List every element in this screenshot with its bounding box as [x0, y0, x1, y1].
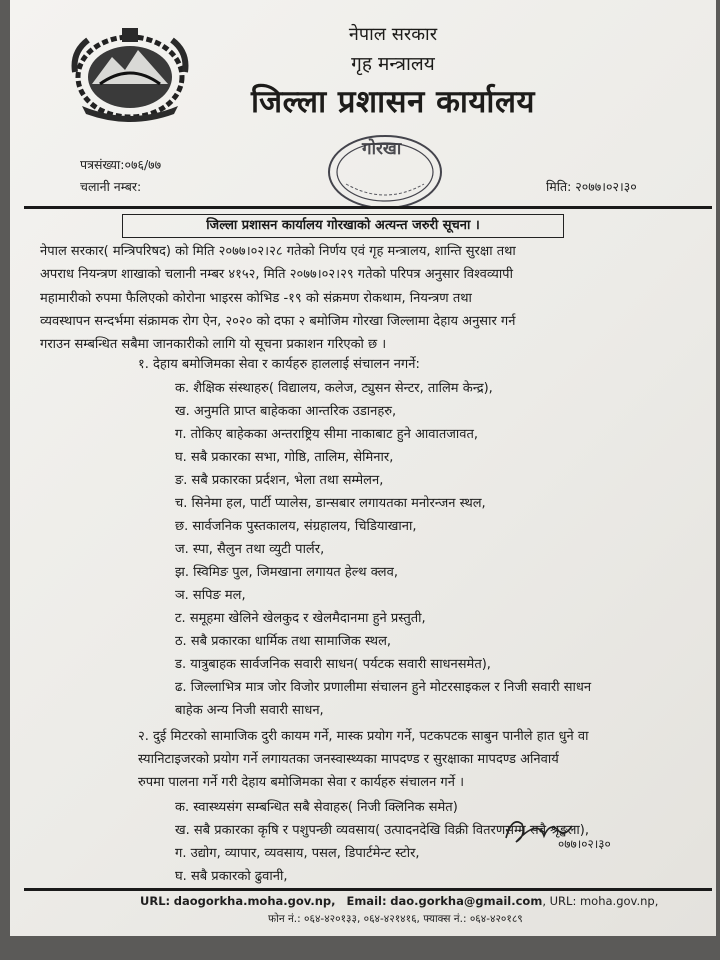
- list-item: ग. उद्योग, व्यापार, व्यवसाय, पसल, डिपार्टमेन्ट स्टोर,: [175, 846, 420, 861]
- list-item: ख. सबै प्रकारका कृषि र पशुपन्छी व्यवसाय( उत्पादनदेखि विक्री वितरणसम्म सबै श्रृङ्खला),: [175, 823, 589, 838]
- footer-divider: [24, 888, 712, 891]
- list-item: बाहेक अन्य निजी सवारी साधन,: [175, 703, 324, 718]
- list-item: ङ. सबै प्रकारका प्रर्दशन, भेला तथा सम्मेलन,: [175, 473, 384, 488]
- header-ministry: गृह मन्त्रालय: [351, 53, 435, 75]
- list-item: ट. समूहमा खेलिने खेलकुद र खेलमैदानमा हुने प्रस्तुती,: [175, 611, 426, 626]
- list-item: ञ. सपिङ मल,: [175, 588, 246, 603]
- document-page: [10, 0, 716, 936]
- document-date: मिति: २०७७।०२।३०: [546, 179, 637, 194]
- list-item: ज. स्पा, सैलुन तथा व्युटी पार्लर,: [175, 542, 325, 557]
- intro-line: गराउन सम्बन्धित सबैमा जानकारीको लागि यो सूचना प्रकाशन गरिएको छ ।: [40, 337, 387, 353]
- list-item: क. शैक्षिक संस्थाहरु( विद्यालय, कलेज, ट्युसन सेन्टर, तालिम केन्द्र),: [175, 381, 493, 396]
- signature-date: ०७७।०२।३०: [558, 837, 611, 851]
- intro-line: महामारीको रुपमा फैलिएको कोरोना भाइरस कोभिड -१९ को संक्रमण रोकथाम, नियन्त्रण तथा: [40, 290, 472, 306]
- header-office: जिल्ला प्रशासन कार्यालय: [251, 84, 535, 120]
- intro-paragraph: [40, 240, 700, 356]
- list-item: घ. सबै प्रकारको ढुवानी,: [175, 869, 288, 884]
- intro-line: नेपाल सरकार( मन्त्रिपरिषद) को मिति २०७७।०२।२८ गतेको निर्णय एवं गृह मन्त्रालय, शान्ति सुरक्षा तथा: [40, 244, 516, 259]
- dispatch-number: चलानी नम्बर:: [80, 179, 142, 194]
- list-item: क. स्वास्थ्यसंग सम्बन्धित सबै सेवाहरु( निजी क्लिनिक समेत): [175, 800, 458, 815]
- footer-url2: URL: moha.gov.np,: [549, 894, 659, 908]
- list-item: ठ. सबै प्रकारका धार्मिक तथा सामाजिक स्थल,: [175, 634, 392, 649]
- list-item: च. सिनेमा हल, पार्टी प्यालेस, डान्सबार लगायतका मनोरन्जन स्थल,: [175, 496, 486, 511]
- reference-number: पत्रसंख्या:०७६/७७: [80, 157, 162, 172]
- list-item: ढ. जिल्लाभित्र मात्र जोर विजोर प्रणालीमा संचालन हुने मोटरसाइकल र निजी सवारी साधन: [175, 680, 592, 695]
- intro-line: व्यवस्थापन सन्दर्भमा संक्रामक रोग ऐन, २०२० को दफा २ बमोजिम गोरखा जिल्लामा देहाय अनुसार गर्न: [40, 313, 516, 329]
- footer-email-label: Email:: [346, 894, 387, 908]
- section-1-heading: १. देहाय बमोजिमका सेवा र कार्यहरु हाललाई संचालन नगर्ने:: [138, 357, 420, 372]
- footer-url-label: URL:: [140, 894, 171, 908]
- header-govt: नेपाल सरकार: [348, 24, 438, 45]
- section-2-line: स्यानिटाइजरको प्रयोग गर्ने लगायतका जनस्वास्थ्यका मापदण्ड र सुरक्षाका मापदण्ड अनिवार्य: [138, 752, 559, 767]
- list-item: ग. तोकिए बाहेकका अन्तराष्ट्रिय सीमा नाकाबाट हुने आवातजावत,: [175, 427, 479, 442]
- list-item: ड. यात्रुबाहक सार्वजनिक सवारी साधन( पर्यटक सवारी साधनसमेत),: [175, 657, 491, 672]
- list-item: छ. सार्वजनिक पुस्तकालय, संग्रहालय, चिडियाखाना,: [175, 519, 417, 534]
- notice-title: जिल्ला प्रशासन कार्यालय गोरखाको अत्यन्त जरुरी सूचना ।: [122, 214, 564, 238]
- section-2-line: २. दुई मिटरको सामाजिक दुरी कायम गर्ने, मास्क प्रयोग गर्ने, पटकपटक साबुन पानीले हात धुने वा: [138, 729, 589, 744]
- intro-line: अपराध नियन्त्रण शाखाको चलानी नम्बर ४१५२, मिति २०७७।०२।२९ गतेको परिपत्र अनुसार विश्वव्यापी: [40, 267, 513, 283]
- list-item: ख. अनुमति प्राप्त बाहेकका आन्तरिक उडानहरु,: [175, 404, 397, 419]
- list-item: झ. स्विमिङ पुल, जिमखाना लगायत हेल्थ क्लव,: [175, 565, 398, 580]
- list-item: घ. सबै प्रकारका सभा, गोष्ठि, तालिम, सेमिनार,: [175, 450, 394, 465]
- stamp-text: गोरखा: [362, 139, 402, 159]
- footer-contacts: URL: daogorkha.moha.gov.np, Email: dao.gorkha@gmail.com, URL: moha.gov.np,: [140, 894, 659, 908]
- header-divider: [24, 206, 712, 209]
- section-2-line: रुपमा पालना गर्ने गरी देहाय बमोजिमका सेवा र कार्यहरु संचालन गर्ने ।: [138, 775, 465, 790]
- footer-email: dao.gorkha@gmail.com: [390, 894, 543, 908]
- signature-icon: [498, 808, 648, 853]
- footer-url: daogorkha.moha.gov.np,: [173, 894, 336, 908]
- footer-phone: फोन नं.: ०६४-४२०१३३, ०६४-४२१४१६, फ्याक्स नं.: ०६४-४२०१८९: [268, 913, 523, 925]
